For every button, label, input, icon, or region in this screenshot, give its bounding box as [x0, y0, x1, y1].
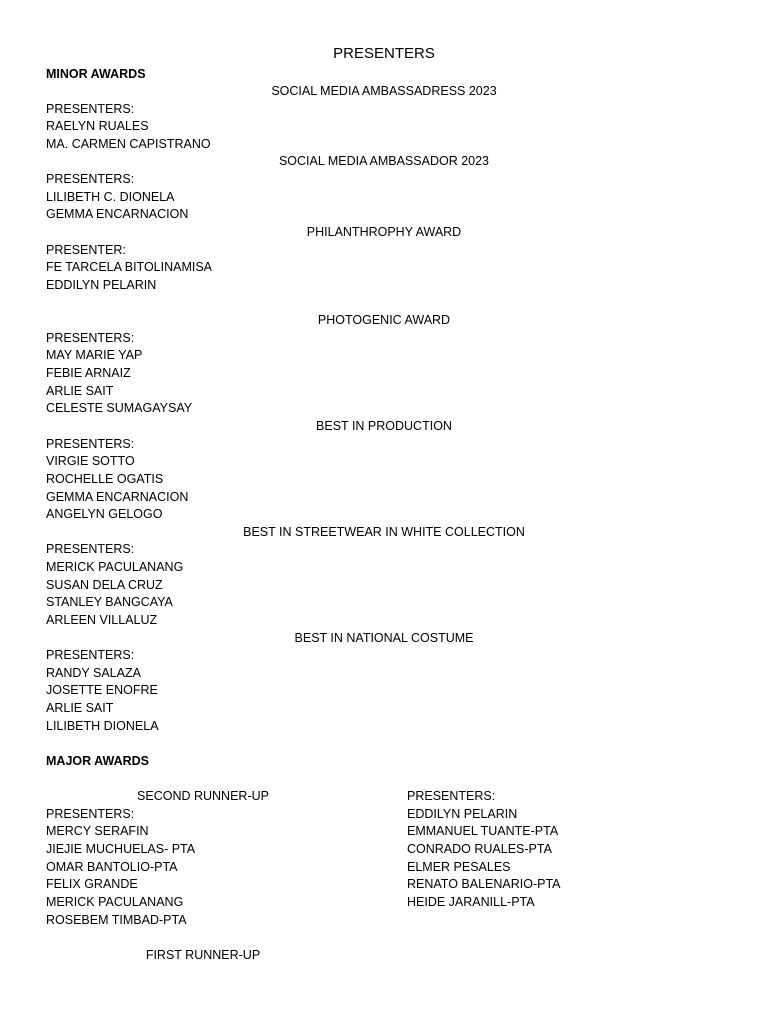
presenters-label: PRESENTERS:	[46, 172, 135, 186]
presenter-name: ANGELYN GELOGO	[46, 507, 163, 521]
presenter-name: LILIBETH C. DIONELA	[46, 190, 175, 204]
presenter-name: MAY MARIE YAP	[46, 348, 143, 362]
presenters-label: PRESENTER:	[46, 243, 126, 257]
presenter-name: HEIDE JARANILL-PTA	[407, 895, 535, 909]
presenter-name: ELMER PESALES	[407, 860, 511, 874]
presenters-label: PRESENTERS:	[46, 331, 135, 345]
presenter-name: FEBIE ARNAIZ	[46, 366, 131, 380]
presenter-name: FE TARCELA BITOLINAMISA	[46, 260, 213, 274]
major-awards-heading: MAJOR AWARDS	[46, 754, 150, 768]
first-runner-up-title: FIRST RUNNER-UP	[145, 948, 261, 962]
minor-awards-heading: MINOR AWARDS	[46, 67, 146, 81]
presenter-name: GEMMA ENCARNACION	[46, 490, 189, 504]
award-title: SOCIAL MEDIA AMBASSADRESS 2023	[271, 84, 497, 98]
presenter-name: MA. CARMEN CAPISTRANO	[46, 137, 211, 151]
presenter-name: ARLIE SAIT	[46, 384, 114, 398]
presenters-label: PRESENTERS:	[46, 807, 135, 821]
presenters-label: PRESENTERS:	[407, 789, 496, 803]
award-title: SOCIAL MEDIA AMBASSADOR 2023	[278, 154, 490, 168]
award-title: BEST IN PRODUCTION	[316, 419, 452, 433]
presenters-label: PRESENTERS:	[46, 648, 135, 662]
presenter-name: JOSETTE ENOFRE	[46, 683, 158, 697]
presenter-name: ARLIE SAIT	[46, 701, 114, 715]
presenter-name: JIEJIE MUCHUELAS- PTA	[46, 842, 196, 856]
presenter-name: RENATO BALENARIO-PTA	[407, 877, 561, 891]
presenter-name: ROCHELLE OGATIS	[46, 472, 164, 486]
presenter-name: CELESTE SUMAGAYSAY	[46, 401, 193, 415]
presenter-name: CONRADO RUALES-PTA	[407, 842, 552, 856]
presenter-name: MERCY SERAFIN	[46, 824, 149, 838]
presenter-name: MERICK PACULANANG	[46, 560, 184, 574]
presenter-name: RANDY SALAZA	[46, 666, 141, 680]
presenter-name: VIRGIE SOTTO	[46, 454, 135, 468]
presenters-label: PRESENTERS:	[46, 102, 135, 116]
presenters-label: PRESENTERS:	[46, 437, 135, 451]
presenter-name: EDDILYN PELARIN	[407, 807, 518, 821]
presenter-name: ARLEEN VILLALUZ	[46, 613, 158, 627]
presenter-name: RAELYN RUALES	[46, 119, 149, 133]
presenter-name: OMAR BANTOLIO-PTA	[46, 860, 178, 874]
presenter-name: LILIBETH DIONELA	[46, 719, 159, 733]
presenter-name: ROSEBEM TIMBAD-PTA	[46, 913, 187, 927]
award-title: PHILANTHROPHY AWARD	[306, 225, 462, 239]
presenter-name: SUSAN DELA CRUZ	[46, 578, 163, 592]
second-runner-up-title: SECOND RUNNER-UP	[137, 789, 269, 803]
presenter-name: MERICK PACULANANG	[46, 895, 184, 909]
presenter-name: EMMANUEL TUANTE-PTA	[407, 824, 559, 838]
award-title: BEST IN NATIONAL COSTUME	[294, 631, 474, 645]
presenter-name: FELIX GRANDE	[46, 877, 138, 891]
presenter-name: EDDILYN PELARIN	[46, 278, 157, 292]
presenters-label: PRESENTERS:	[46, 542, 135, 556]
award-title: PHOTOGENIC AWARD	[317, 313, 451, 327]
presenter-name: GEMMA ENCARNACION	[46, 207, 189, 221]
page-title: PRESENTERS	[333, 45, 435, 62]
award-title: BEST IN STREETWEAR IN WHITE COLLECTION	[243, 525, 525, 539]
presenter-name: STANLEY BANGCAYA	[46, 595, 173, 609]
